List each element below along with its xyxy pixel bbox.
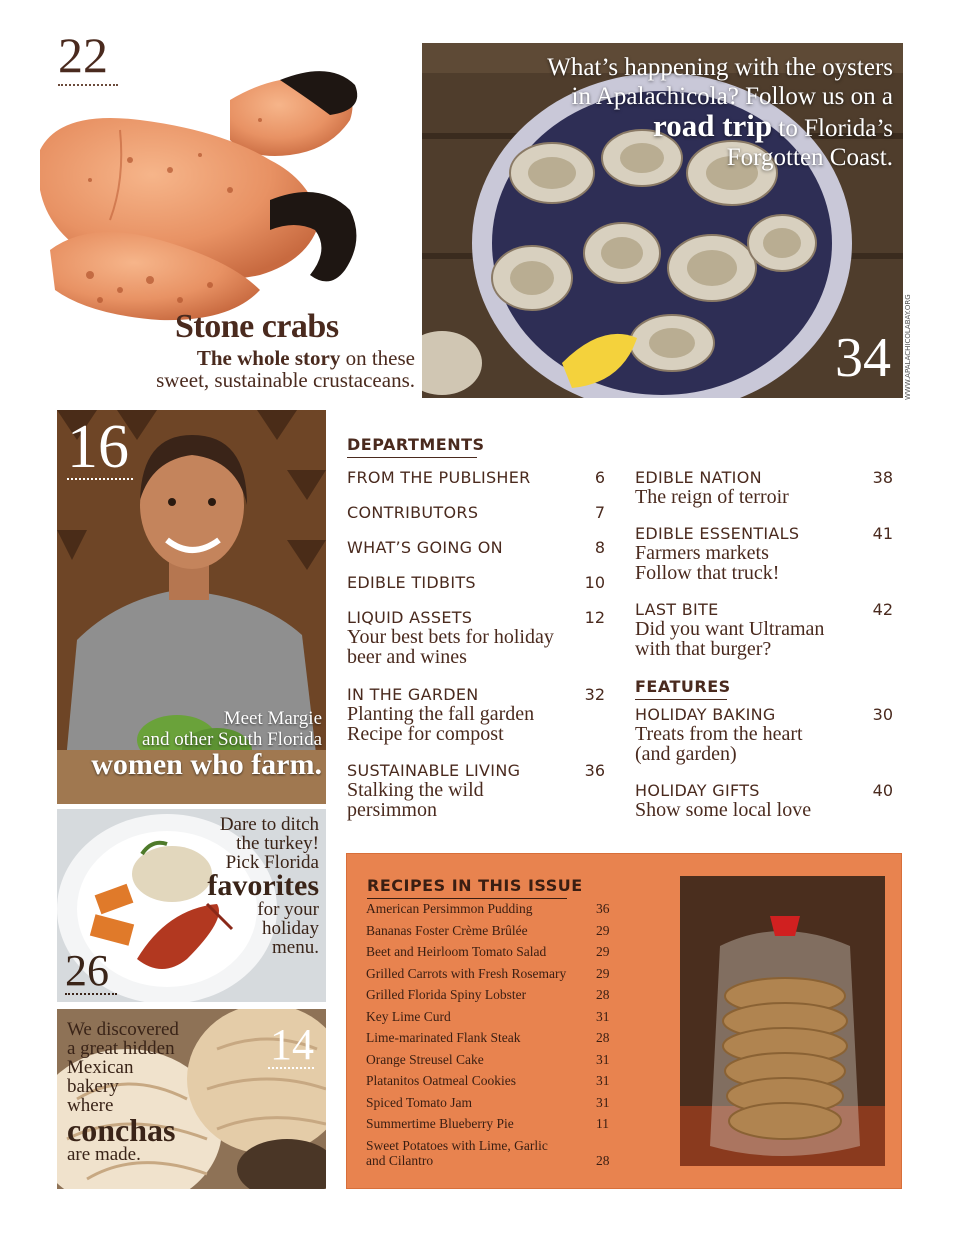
recipe-name: Sweet Potatoes with Lime, Garlic and Cilantro xyxy=(366,1137,548,1168)
toc-entry-description: Treats from the heart (and garden) xyxy=(635,723,803,765)
toc-entry-description: The reign of terroir xyxy=(635,486,789,508)
photo-credit xyxy=(903,290,915,400)
recipe-item[interactable] xyxy=(366,987,611,1002)
features-heading: FEATURES xyxy=(635,677,731,696)
recipe-item[interactable] xyxy=(366,966,611,981)
toc-entry-title: WHAT’S GOING ON xyxy=(347,538,503,557)
toc-entry-title: EDIBLE ESSENTIALS xyxy=(635,524,800,543)
stone-crabs-subtitle-bold: The whole story xyxy=(196,346,341,370)
conchas-line6: conchas xyxy=(67,1112,176,1148)
toc-entry[interactable] xyxy=(635,600,893,659)
recipe-item[interactable] xyxy=(366,1030,611,1045)
oysters-line2: in Apalachicola? Follow us on a xyxy=(571,83,893,110)
oatmeal-cookies-image xyxy=(680,876,885,1166)
lobster-line1: Dare to ditch xyxy=(219,814,319,835)
recipe-page: 31 xyxy=(596,1073,610,1088)
recipe-name: Key Lime Curd xyxy=(366,1008,451,1024)
recipe-page: 11 xyxy=(596,1116,609,1131)
lobster-line4: favorites xyxy=(207,869,319,902)
recipe-name: Orange Streusel Cake xyxy=(366,1051,484,1067)
page-number-underline xyxy=(268,1067,314,1069)
recipe-page: 31 xyxy=(596,1008,610,1024)
heading-rule xyxy=(347,456,477,458)
lobster-caption xyxy=(207,815,319,957)
recipes-box xyxy=(346,853,902,1189)
recipe-name: Beet and Heirloom Tomato Salad xyxy=(366,944,547,959)
recipe-name: American Persimmon Pudding xyxy=(366,901,533,916)
conchas-line5: where xyxy=(67,1095,114,1116)
recipe-page: 31 xyxy=(596,1094,610,1110)
recipe-page: 28 xyxy=(596,1152,610,1168)
recipe-item[interactable] xyxy=(366,1095,611,1110)
conchas-caption xyxy=(67,1020,179,1164)
toc-entry[interactable] xyxy=(347,538,605,557)
stone-crabs-page-number: 22 xyxy=(58,27,108,83)
toc-entry-title: IN THE GARDEN xyxy=(347,685,479,704)
toc-entry[interactable] xyxy=(347,608,605,667)
heading-rule xyxy=(635,698,727,700)
toc-entry-title: EDIBLE NATION xyxy=(635,468,762,487)
stone-crabs-subtitle-rest: on these xyxy=(340,346,415,370)
recipe-name: Platanitos Oatmeal Cookies xyxy=(366,1073,516,1088)
oysters-line3-rest: to Florida’s xyxy=(772,115,893,142)
toc-entry-page: 38 xyxy=(872,468,893,487)
toc-entry-title: CONTRIBUTORS xyxy=(347,503,479,522)
toc-entry-title: SUSTAINABLE LIVING xyxy=(347,761,521,780)
lobster-line5: for your xyxy=(257,899,319,920)
recipe-page: 28 xyxy=(596,1030,610,1045)
toc-entry-description: Planting the fall garden Recipe for compost xyxy=(347,703,535,745)
recipe-item[interactable] xyxy=(366,944,611,959)
toc-entry-page: 30 xyxy=(872,705,893,724)
recipe-name: Grilled Carrots with Fresh Rosemary xyxy=(366,965,567,981)
recipe-page: 29 xyxy=(596,922,610,938)
conchas-line1: We discovered xyxy=(67,1019,179,1040)
toc-entry[interactable] xyxy=(347,503,605,522)
page-number-underline xyxy=(65,993,117,995)
recipe-item[interactable] xyxy=(366,901,611,916)
toc-entry-title: FROM THE PUBLISHER xyxy=(347,468,531,487)
margie-line3: women who farm. xyxy=(91,748,322,781)
toc-entry[interactable] xyxy=(635,705,893,764)
toc-entry-page: 40 xyxy=(872,781,893,800)
recipe-item[interactable] xyxy=(366,1116,611,1131)
toc-entry-page: 32 xyxy=(584,685,605,704)
recipe-name: Grilled Florida Spiny Lobster xyxy=(366,987,527,1002)
oysters-line1: What’s happening with the oysters xyxy=(547,54,893,81)
conchas-line3: Mexican xyxy=(67,1057,134,1078)
toc-entry[interactable] xyxy=(347,468,605,487)
stone-crabs-subtitle xyxy=(100,347,415,391)
conchas-bread-image xyxy=(57,1009,326,1189)
lobster-line6: holiday xyxy=(262,918,319,939)
toc-entry-page: 42 xyxy=(872,600,893,619)
toc-entry-description: Show some local love xyxy=(635,799,812,821)
toc-entry-title: LIQUID ASSETS xyxy=(347,608,473,627)
toc-entry-page: 36 xyxy=(584,761,605,780)
features-heading-block xyxy=(635,677,731,700)
oysters-line3-bold: road trip xyxy=(653,108,773,143)
heading-rule xyxy=(367,898,567,899)
recipe-item[interactable] xyxy=(366,1073,611,1088)
recipe-page: 29 xyxy=(596,965,610,981)
stone-crabs-title: Stone crabs xyxy=(175,308,339,345)
conchas-line2: a great hidden xyxy=(67,1038,175,1059)
toc-entry-page: 6 xyxy=(594,468,605,487)
conchas-page-number: 14 xyxy=(270,1020,314,1069)
toc-entry-title: EDIBLE TIDBITS xyxy=(347,573,476,592)
toc-entry-description: Farmers markets Follow that truck! xyxy=(635,542,780,584)
toc-entry-page: 7 xyxy=(594,503,605,522)
recipe-page: 31 xyxy=(596,1051,610,1067)
lobster-page-number: 26 xyxy=(65,946,109,995)
recipe-name: Spiced Tomato Jam xyxy=(366,1094,473,1110)
departments-heading-block xyxy=(347,435,485,458)
recipe-page: 36 xyxy=(596,901,610,916)
lobster-plate-image xyxy=(57,809,326,1002)
recipes-heading: RECIPES IN THIS ISSUE xyxy=(367,876,583,895)
photo-credit-text: WWW.APALACHICOLABAY.ORG xyxy=(904,294,912,400)
recipe-name: Bananas Foster Crème Brûlée xyxy=(366,922,528,938)
toc-entry-title: LAST BITE xyxy=(635,600,719,619)
lobster-line7: menu. xyxy=(272,937,319,958)
toc-entry[interactable] xyxy=(347,761,605,820)
margie-line1: Meet Margie xyxy=(223,708,322,729)
recipe-item[interactable] xyxy=(366,1009,611,1024)
toc-entry-description: Your best bets for holiday beer and wines xyxy=(347,626,554,668)
conchas-line4: bakery xyxy=(67,1076,119,1097)
toc-entry-description: Stalking the wild persimmon xyxy=(347,779,484,821)
cookies-bag-illustration xyxy=(680,876,885,1166)
recipe-item[interactable] xyxy=(366,923,611,938)
toc-entry-page: 10 xyxy=(584,573,605,592)
stone-crabs-subtitle-line2: sweet, sustainable crustaceans. xyxy=(156,368,415,392)
recipe-page: 28 xyxy=(596,987,610,1002)
toc-entry[interactable] xyxy=(635,524,893,583)
lobster-line2: the turkey! xyxy=(236,833,319,854)
margie-farmer-image xyxy=(57,410,326,804)
toc-entry-page: 8 xyxy=(594,538,605,557)
recipe-item[interactable] xyxy=(366,1052,611,1067)
recipe-page: 29 xyxy=(596,944,610,959)
oysters-page-number: 34 xyxy=(835,327,891,389)
toc-entry[interactable] xyxy=(635,468,893,507)
toc-entry-title: HOLIDAY BAKING xyxy=(635,705,776,724)
page-number-underline xyxy=(67,478,133,480)
stone-crab-claws-image xyxy=(30,60,370,330)
oysters-headline xyxy=(453,53,893,172)
toc-entry-title: HOLIDAY GIFTS xyxy=(635,781,760,800)
margie-line2: and other South Florida xyxy=(142,729,322,750)
toc-entry[interactable] xyxy=(347,573,605,592)
recipe-name: Lime-marinated Flank Steak xyxy=(366,1030,521,1045)
toc-entry[interactable] xyxy=(635,781,893,820)
oysters-line4: Forgotten Coast. xyxy=(726,144,893,171)
margie-page-number: 16 xyxy=(67,413,129,481)
oysters-feature-image xyxy=(422,43,903,398)
departments-heading: DEPARTMENTS xyxy=(347,435,485,454)
toc-entry-description: Did you want Ultraman with that burger? xyxy=(635,618,825,660)
toc-entry[interactable] xyxy=(347,685,605,744)
lobster-line3: Pick Florida xyxy=(225,852,319,873)
margie-caption xyxy=(91,708,322,780)
recipe-item[interactable] xyxy=(366,1138,611,1168)
conchas-line7: are made. xyxy=(67,1144,141,1165)
recipe-name: Summertime Blueberry Pie xyxy=(366,1116,514,1131)
toc-entry-page: 41 xyxy=(872,524,893,543)
toc-entry-page: 12 xyxy=(584,608,605,627)
